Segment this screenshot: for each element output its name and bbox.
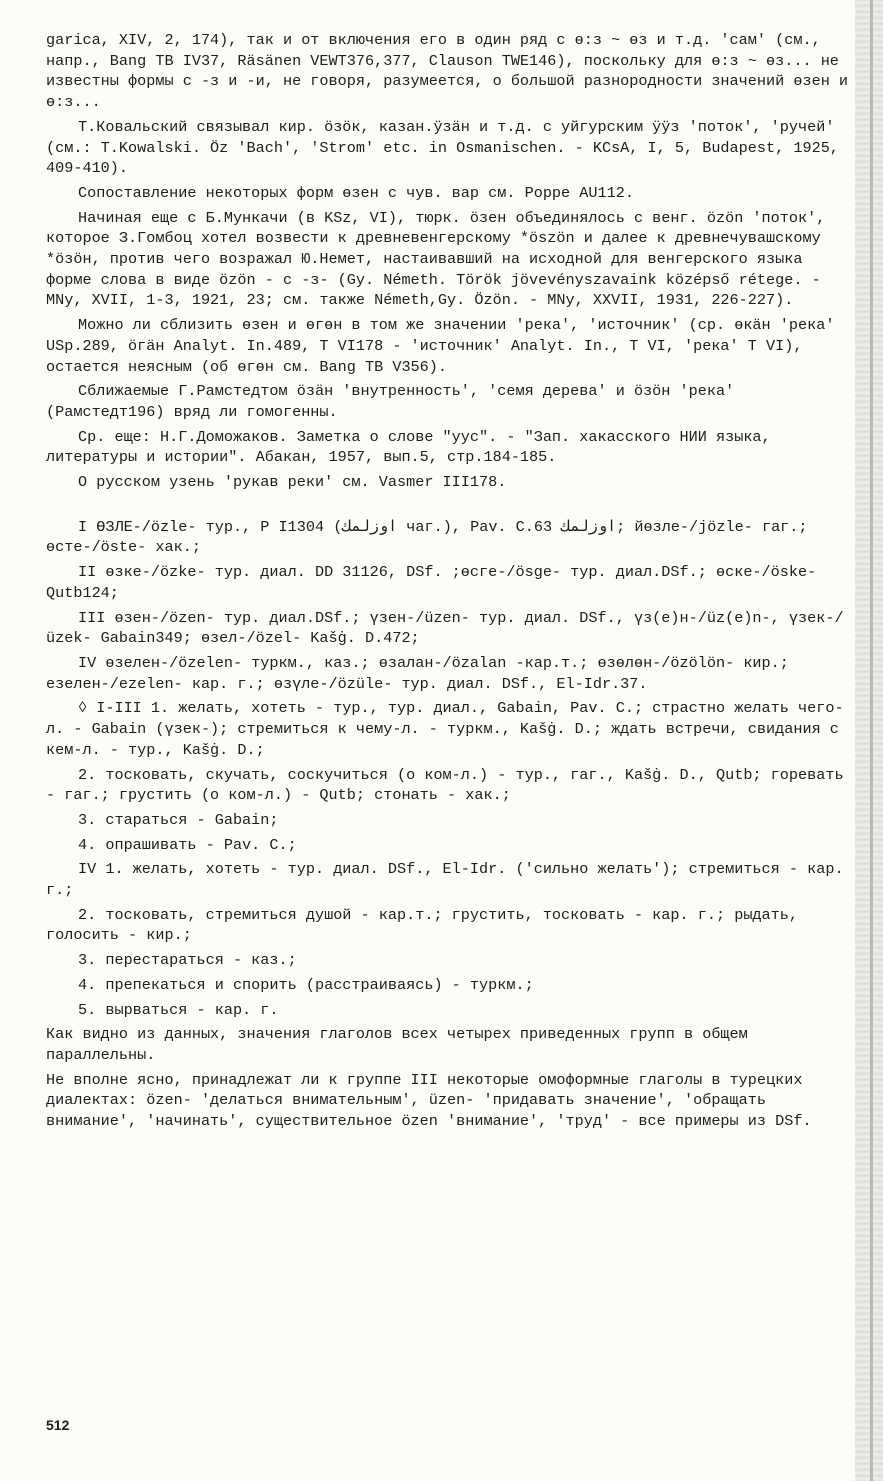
entry-group-4: IV өзелен-/özelen- туркм., каз.; өзалан-/özalan -кар.т.; өзөлөн-/özölön- кир.; езелен-/ezelen- кар. г.; өзүле-/özüle- тур. диал. DSf., El-Idr.37.: [46, 653, 789, 693]
paragraph-7: Ср. еще: Н.Г.Доможаков. Заметка о слове "ууc". - "Зап. хакасского НИИ языка, литературы и истории". Абакан, 1957, вып.5, стр.184-185.: [46, 427, 771, 467]
page-number: 512: [46, 1417, 70, 1433]
entry-group-2: II өзке-/özke- тур. диал. DD 31126, DSf. ;өсге-/ösge- тур. диал.DSf.; өске-/öske- Qutb124;: [46, 563, 817, 602]
meaning-4-1: IV 1. желать, хотеть - тур. диал. DSf., El-Idr. ('сильно желать'); стремиться - кар. г.;: [46, 860, 844, 900]
meaning-1-3-1: ◊ I-III 1. желать, хотеть - тур., тур. диал., Gabain, Pav. C.; страстно желать чего-л. - Gabain (үзек-); стремиться к чему-л. - туркм., Kašġ. D.; ждать встречи, свидания с кем-л. - тур., Kašġ. D.;: [46, 699, 844, 759]
meaning-4-4: 4. препекаться и спорить (расстраиваясь) - туркм.;: [78, 975, 534, 994]
paragraph-final: Не вполне ясно, принадлежат ли к группе III некоторые омоформные глаголы в турецких диалектах: özen- 'делаться внимательным', üzen- 'придавать значение', 'обращать внимание', 'начинать', существительное özen 'внимание', 'труд' - все примеры из DSf.: [46, 1070, 812, 1131]
entry-group-1: I ӨЗЛЕ-/özle- тур., P I1304 (اوزلمك чаг.), Pav. C.63 اوزلمك; йөзле-/jözle- гаг.; өсте-/öste- хак.;: [46, 517, 808, 557]
paragraph-3: Сопоставление некоторых форм өзен с чув. вар см. Poppe AU112.: [78, 183, 634, 202]
document-body: [46, 30, 854, 1132]
meaning-1-3-2: 2. тосковать, скучать, соскучиться (о ком-л.) - тур., гаг., Kašġ. D., Qutb; горевать - гаг.; грустить (о ком-л.) - Qutb; стонать - хак.;: [46, 765, 844, 805]
meaning-4-5: 5. вырваться - кар. г.: [78, 1000, 279, 1019]
paragraph-1: garica, XIV, 2, 174), так и от включения его в один ряд с ө:з ~ өз и т.д. 'сам' (см., напр., Bang TB IV37, Räsänen VEWT376,377, Clauson TWE146), поскольку для ө:з ~ өз... не известны формы с -з и -и, не говоря, разумеется, о большой разнородности значений өзен и ө:з...: [46, 31, 849, 112]
paragraph-6: Сближаемые Г.Рамстедтом ӧзӓн 'внутренность', 'семя дерева' и ӧзӧн 'река' (Рамстедт196) вряд ли гомогенны.: [46, 382, 735, 421]
meaning-1-3-3: 3. стараться - Gabain;: [78, 810, 279, 829]
meaning-4-3: 3. перестараться - каз.;: [78, 951, 297, 970]
meaning-4-2: 2. тосковать, стремиться душой - кар.т.; грустить, тосковать - кар. г.; рыдать, голосить - кир.;: [46, 905, 799, 945]
meaning-1-3-4: 4. опрашивать - Pav. C.;: [78, 835, 297, 854]
paragraph-summary: Как видно из данных, значения глаголов всех четырех приведенных групп в общем параллельны.: [46, 1025, 748, 1064]
page-edge-shadow: [855, 0, 883, 1481]
paragraph-5: Можно ли сблизить өзен и өгөн в том же значении 'река', 'источник' (ср. өкӓн 'река' USp.289, ӧгӓн Analyt. In.489, T VI178 - 'источник' Analyt. In., T VI, 'река' T VI), остается неясным (об өгөн см. Bang TB V356).: [46, 316, 835, 376]
paragraph-4: Начиная еще с Б.Мункачи (в KSz, VI), тюрк. öзен объединялось с венг. özön 'поток', которое З.Гомбоц хотел возвести к древневенгерскому *öszön и далее к древнечувашскому *öзӧн, против чего возражал Ю.Немет, настаивавший на исходной для венгерского языка форме слова в виде özön - с -з- (Gy. Németh. Török jövevényszavaink középső rétege. - MNy, XVII, 1-3, 1921, 23; см. также Németh,Gy. Özön. - MNy, XXVII, 1931, 226-227).: [46, 208, 826, 310]
paragraph-8: О русском узень 'рукав реки' см. Vasmer III178.: [78, 473, 507, 492]
paragraph-2: Т.Ковальский связывал кир. ӧзӧк, казан.ӱзӓн и т.д. с уйгурским ӱӱз 'поток', 'ручей' (см.: T.Kowalski. Öz 'Bach', 'Strom' etc. in Osmanischen. - KCsA, I, 5, Budapest, 1925, 409-410).: [46, 117, 839, 178]
page-edge-line: [870, 0, 873, 1481]
entry-group-3: III өзен-/özen- тур. диал.DSf.; үзен-/üzen- тур. диал. DSf., үз(е)н-/üz(e)n-, үзек-/üzek- Gabain349; өзел-/özel- Kašġ. D.472;: [46, 608, 844, 648]
